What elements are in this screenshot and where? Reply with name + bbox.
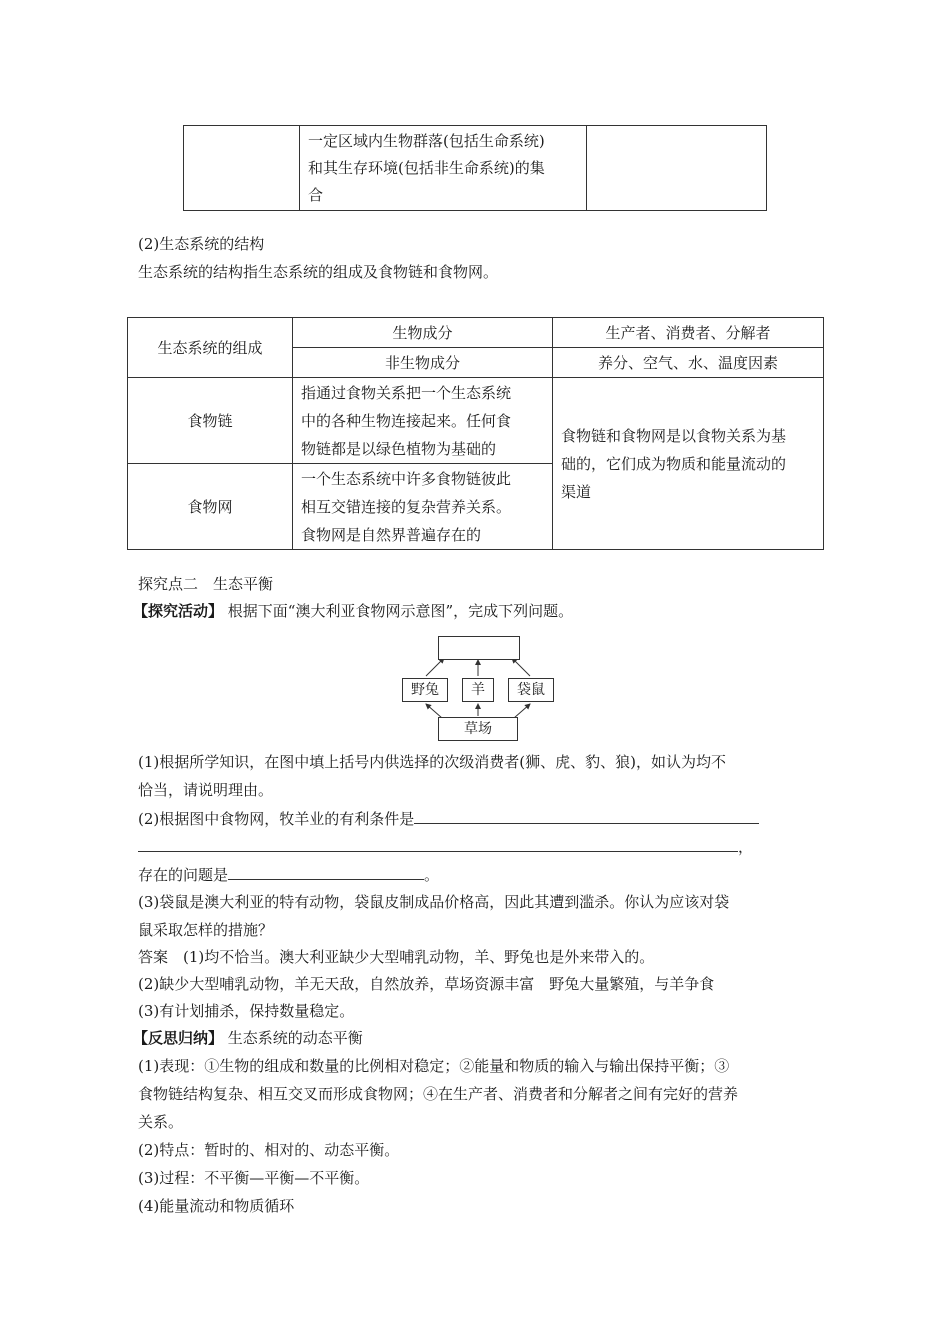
ecosystem-definition-table [183, 125, 767, 211]
structure-heading: (2)生态系统的结构 [138, 235, 265, 253]
table1-cell-empty-right [587, 126, 767, 211]
table1-definition-line: 合 [308, 185, 324, 204]
answer-2: (2)缺少大型哺乳动物，羊无天敌，自然放养，草场资源丰富 野兔大量繁殖，与羊争食 [138, 975, 715, 993]
advantage-answer-blank-2[interactable] [138, 835, 738, 852]
summary-title: 生态系统的动态平衡 [223, 1029, 363, 1047]
answer-3: (3)有计划捕杀，保持数量稳定。 [138, 1002, 355, 1020]
question-1-line: (1)根据所学知识，在图中填上括号内供选择的次级消费者(狮、虎、豹、狼)，如认为均不 [138, 753, 726, 771]
shared-note [553, 378, 824, 550]
abiotic-label: 非生物成分 [293, 348, 553, 378]
food-web-label: 食物网 [128, 464, 293, 550]
table1-cell-empty-left [184, 126, 300, 211]
advantage-answer-blank-1[interactable] [414, 807, 759, 824]
food-web-desc [293, 464, 553, 550]
table1-definition-line: 一定区域内生物群落(包括生命系统) [308, 131, 545, 150]
grassland-box: 草场 [438, 717, 518, 741]
question-3-line: (3)袋鼠是澳大利亚的特有动物，袋鼠皮制成品价格高，因此其遭到滥杀。你认为应该对袋 [138, 893, 730, 911]
food-web-desc-line: 相互交错连接的复杂营养关系。 [301, 497, 512, 516]
summary-p4: (4)能量流动和物质循环 [138, 1197, 295, 1215]
rabbit-box: 野兔 [402, 678, 448, 702]
shared-note-line: 食物链和食物网是以食物关系为基 [561, 426, 787, 445]
summary-p1-line: 关系。 [138, 1113, 184, 1131]
question-2-problem [138, 863, 439, 886]
explore-heading: 探究点二 生态平衡 [138, 575, 274, 593]
structure-text: 生态系统的结构指生态系统的组成及食物链和食物网。 [138, 263, 499, 281]
food-web-desc-line: 一个生态系统中许多食物链彼此 [301, 469, 512, 488]
answer-1: 答案 (1)均不恰当。澳大利亚缺少大型哺乳动物，羊、野兔也是外来带入的。 [138, 948, 655, 966]
food-chain-desc-line: 物链都是以绿色植物为基础的 [301, 439, 497, 458]
activity-text: 根据下面“澳大利亚食物网示意图”，完成下列问题。 [223, 602, 574, 620]
food-chain-label: 食物链 [128, 378, 293, 464]
kangaroo-box: 袋鼠 [508, 678, 554, 702]
food-chain-desc [293, 378, 553, 464]
summary-p3: (3)过程：不平衡—平衡—不平衡。 [138, 1169, 370, 1187]
arrow-grass-to-rabbit [426, 704, 442, 718]
biotic-label: 生物成分 [293, 318, 553, 348]
table1-definition-line: 和其生存环境(包括非生命系统)的集 [308, 158, 545, 177]
question-2-line [138, 807, 759, 830]
question-2-comma: ， [738, 838, 754, 856]
top-consumer-blank-box[interactable] [438, 636, 520, 660]
summary-p1-line: (1)表现：①生物的组成和数量的比例相对稳定；②能量和物质的输入与输出保持平衡；③ [138, 1057, 730, 1075]
question-2-problem-prefix: 存在的问题是 [138, 866, 229, 884]
explore-activity [133, 600, 573, 622]
question-2-continuation [138, 835, 753, 858]
abiotic-value: 养分、空气、水、温度因素 [553, 348, 824, 378]
problem-answer-blank[interactable] [228, 863, 424, 880]
biotic-value: 生产者、消费者、分解者 [553, 318, 824, 348]
activity-label: 【探究活动】 [133, 602, 224, 620]
summary-p1-line: 食物链结构复杂、相互交叉而形成食物网；④在生产者、消费者和分解者之间有完好的营养 [138, 1085, 739, 1103]
sheep-box: 羊 [462, 678, 494, 702]
food-chain-desc-line: 中的各种生物连接起来。任何食 [301, 411, 512, 430]
composition-label: 生态系统的组成 [128, 318, 293, 378]
question-1-line: 恰当，请说明理由。 [138, 781, 274, 799]
food-chain-desc-line: 指通过食物关系把一个生态系统 [301, 383, 512, 402]
table1-cell-definition [300, 126, 587, 211]
summary-p2: (2)特点：暂时的、相对的、动态平衡。 [138, 1141, 400, 1159]
summary-heading [133, 1027, 363, 1049]
question-3-line: 鼠采取怎样的措施？ [138, 921, 274, 939]
summary-label: 【反思归纳】 [133, 1029, 224, 1047]
shared-note-line: 础的，它们成为物质和能量流动的 [561, 454, 787, 473]
question-2-period: 。 [424, 866, 440, 884]
arrow-kangaroo-to-top [512, 658, 530, 676]
arrow-grass-to-kangaroo [514, 704, 530, 718]
arrow-rabbit-to-top [426, 658, 444, 676]
ecosystem-structure-table [127, 317, 824, 550]
food-web-diagram [398, 634, 556, 742]
food-web-desc-line: 食物网是自然界普遍存在的 [301, 525, 482, 544]
question-2-prefix: (2)根据图中食物网，牧羊业的有利条件是 [138, 810, 415, 828]
shared-note-line: 渠道 [561, 482, 592, 501]
